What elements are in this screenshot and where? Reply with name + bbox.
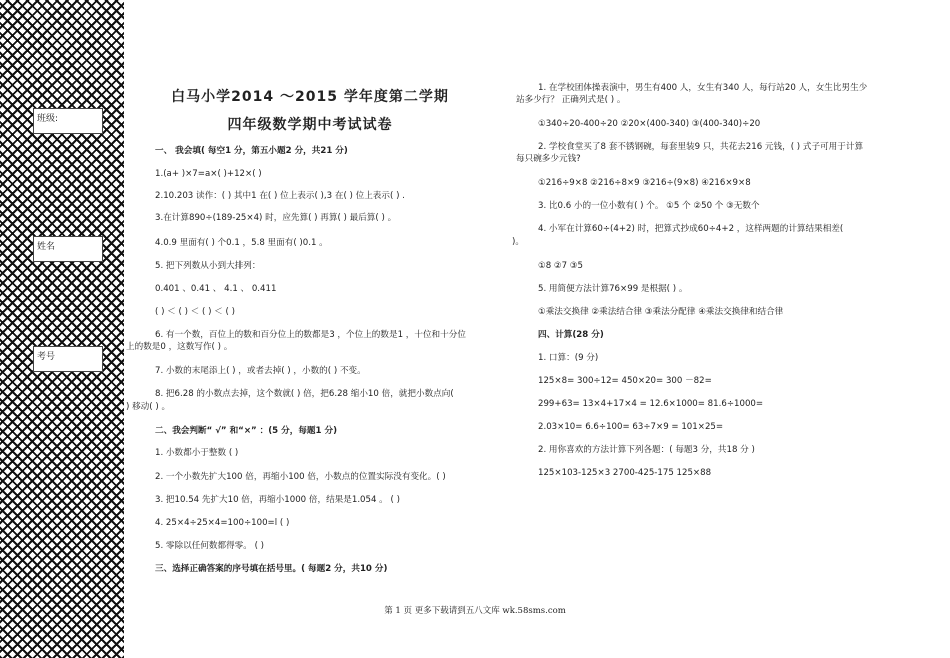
right-line: 4. 小军在计算60÷(4+2) 时，把算式抄成60÷4+2 ，这样两题的计算结果相差( [538, 224, 844, 234]
left-line: 7. 小数的末尾添上( ) ，或者去掉( ) ，小数的( ) 不变。 [155, 366, 366, 376]
left-line: 一、 我会填( 每空1 分，第五小题2 分，共21 分) [155, 146, 348, 156]
right-line: 1. 在学校团体操表演中，男生有400 人，女生有340 人，每行站20 人，女生比男生少 [538, 83, 868, 93]
exam-title-grade: 四年级数学期中考试试卷 [227, 117, 393, 133]
name-field[interactable] [33, 236, 103, 262]
left-line: 2. 一个小数先扩大100 倍，再缩小100 倍，小数点的位置实际没有变化。( ) [155, 472, 446, 482]
class-label: 班级: [37, 114, 59, 124]
exam-title-school: 白马小学2014 ～2015 学年度第二学期 [171, 89, 449, 105]
left-line: 二、我会判断“ √” 和“×” ：(5 分，每题1 分) [155, 426, 338, 436]
left-line: 6. 有一个数，百位上的数和百分位上的数都是3 ，个位上的数是1 ，十位和十分位 [155, 330, 466, 340]
decorative-side-strip [0, 0, 124, 658]
name-label: 姓名 [37, 242, 56, 252]
right-line: ①乘法交换律 ②乘法结合律 ③乘法分配律 ④乘法交换律和结合律 [538, 307, 784, 317]
left-line: 4.0.9 里面有( ) 个0.1 ，5.8 里面有( )0.1 。 [155, 238, 328, 248]
left-line: 0.401 、0.41 、 4.1 、 0.411 [155, 284, 277, 294]
right-line: 站多少行？ 正确列式是( ) 。 [516, 95, 626, 105]
left-line: 2.10.203 读作：( ) 其中1 在( ) 位上表示( ),3 在( ) 位上表示( ) . [155, 191, 405, 201]
right-line: ①8 ②7 ③5 [538, 261, 583, 271]
left-line: 1.(a+ )×7=a×( )+12×( ) [155, 169, 262, 179]
class-field[interactable] [33, 108, 103, 134]
right-line: 四、计算(28 分) [538, 330, 604, 340]
right-line: 125×103-125×3 2700-425-175 125×88 [538, 468, 712, 478]
left-line: 3. 把10.54 先扩大10 倍，再缩小1000 倍，结果是1.054 。 ( ) [155, 495, 400, 505]
right-line: ①216÷9×8 ②216÷8×9 ③216÷(9×8) ④216×9×8 [538, 178, 751, 188]
right-line: 5. 用简便方法计算76×99 是根据( ) 。 [538, 284, 688, 294]
right-line: 2.03×10= 6.6÷100= 63÷7×9 = 101×25= [538, 422, 724, 432]
right-line: )。 [512, 237, 524, 247]
left-line: 8. 把6.28 的小数点去掉，这个数就( ) 倍，把6.28 缩小10 倍，就把小数点向( [155, 389, 454, 399]
left-line: 3.在计算890÷(189-25×4) 时，应先算( ) 再算( ) 最后算( ) 。 [155, 213, 397, 223]
right-line: 1. 口算：(9 分) [538, 353, 599, 363]
left-line: 上的数是0 ，这数写作( ) 。 [126, 342, 233, 352]
page-footer: 第 1 页 更多下载请到五八文库 wk.58sms.com [384, 606, 566, 616]
right-line: 299+63= 13×4+17×4 = 12.6×1000= 81.6÷1000= [538, 399, 764, 409]
right-line: 2. 用你喜欢的方法计算下列各题：( 每题3 分，共18 分 ) [538, 445, 755, 455]
right-line: 3. 比0.6 小的一位小数有( ) 个。 ①5 个 ②50 个 ③无数个 [538, 201, 760, 211]
right-line: 125×8= 300÷12= 450×20= 300 －82= [538, 376, 712, 386]
left-line: 三、选择正确答案的序号填在括号里。( 每题2 分，共10 分) [155, 564, 388, 574]
left-line: 1. 小数都小于整数 ( ) [155, 448, 239, 458]
left-line: 4. 25×4÷25×4=100÷100=l ( ) [155, 518, 290, 528]
exam-number-label: 考号 [37, 352, 56, 362]
left-line: 5. 把下列数从小到大排列： [155, 261, 261, 271]
right-line: 2. 学校食堂买了8 套不锈钢碗，每套里装9 只，共花去216 元钱，( ) 式子可用于计算 [538, 142, 864, 152]
left-line: 5. 零除以任何数都得零。 ( ) [155, 541, 265, 551]
exam-number-field[interactable] [33, 346, 103, 372]
left-line: ( ) ＜ ( ) ＜ ( ) ＜ ( ) [155, 307, 235, 317]
left-line: ) 移动( ) 。 [126, 402, 171, 412]
right-line: ①340÷20-400÷20 ②20×(400-340) ③(400-340)÷20 [538, 119, 761, 129]
right-line: 每只碗多少元钱? [516, 154, 581, 164]
